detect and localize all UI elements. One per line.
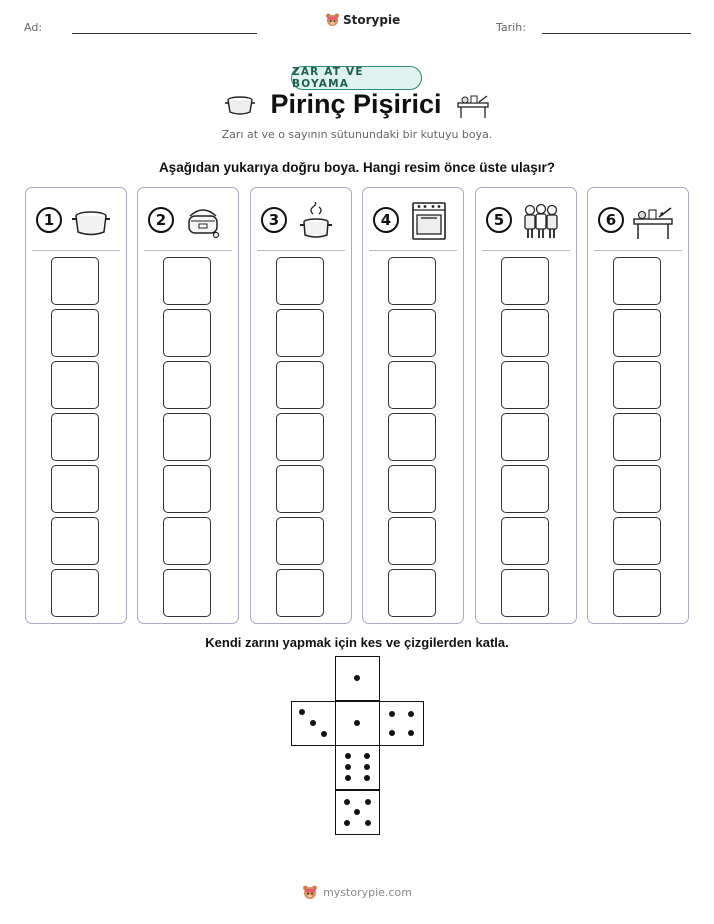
die-pip (345, 753, 351, 759)
color-box[interactable] (501, 569, 549, 617)
bear-logo-icon (302, 884, 318, 900)
die-pip (364, 775, 370, 781)
column-divider (482, 250, 570, 251)
color-box[interactable] (613, 517, 661, 565)
color-box[interactable] (163, 465, 211, 513)
die-pip (354, 809, 360, 815)
column-divider (144, 250, 232, 251)
activity-badge: ZAR AT VE BOYAMA (291, 66, 422, 90)
color-box[interactable] (613, 569, 661, 617)
date-label: Tarih: (496, 21, 526, 34)
die-pip (408, 730, 414, 736)
color-box[interactable] (51, 569, 99, 617)
color-box[interactable] (501, 465, 549, 513)
color-box[interactable] (613, 257, 661, 305)
color-box[interactable] (276, 413, 324, 461)
die-pip (299, 709, 305, 715)
footer-url[interactable]: mystorypie.com (323, 885, 412, 899)
color-box[interactable] (51, 257, 99, 305)
color-box[interactable] (276, 569, 324, 617)
die-pip (354, 720, 360, 726)
color-box[interactable] (613, 413, 661, 461)
column-divider (32, 250, 120, 251)
color-box[interactable] (163, 413, 211, 461)
color-box[interactable] (388, 413, 436, 461)
bear-logo-icon (325, 12, 340, 27)
color-box[interactable] (276, 465, 324, 513)
die-pip (389, 730, 395, 736)
color-box[interactable] (163, 257, 211, 305)
die-face (335, 656, 380, 701)
rice-cooker-icon (182, 202, 224, 240)
die-face (379, 701, 424, 746)
color-box[interactable] (163, 309, 211, 357)
die-pip (310, 720, 316, 726)
die-pip (408, 711, 414, 717)
pot-icon (70, 202, 112, 240)
color-box[interactable] (388, 465, 436, 513)
color-box[interactable] (276, 309, 324, 357)
color-box[interactable] (388, 257, 436, 305)
color-box[interactable] (51, 361, 99, 409)
die-pip (389, 711, 395, 717)
column-header (36, 202, 116, 238)
footer (0, 884, 714, 900)
column-5 (475, 187, 577, 624)
color-box[interactable] (501, 413, 549, 461)
page-title: Pirinç Pişirici (270, 89, 442, 119)
color-box[interactable] (501, 309, 549, 357)
color-box[interactable] (501, 361, 549, 409)
column-header (598, 202, 678, 238)
color-box[interactable] (163, 569, 211, 617)
coloring-instruction: Aşağıdan yukarıya doğru boya. Hangi resim önce üste ulaşır? (158, 160, 556, 175)
family-icon (520, 202, 562, 240)
column-3 (250, 187, 352, 624)
color-box[interactable] (613, 309, 661, 357)
title-row (0, 89, 714, 120)
die-face (335, 790, 380, 835)
die-face (335, 701, 380, 746)
column-header (486, 202, 566, 238)
die-pip (364, 753, 370, 759)
color-box[interactable] (501, 517, 549, 565)
stove-icon (407, 202, 449, 240)
column-number: 2 (148, 207, 174, 233)
color-box[interactable] (51, 465, 99, 513)
steaming-pot-icon (295, 202, 337, 240)
color-box[interactable] (276, 517, 324, 565)
color-box[interactable] (501, 257, 549, 305)
fold-instruction: Kendi zarını yapmak için kes ve çizgilerden katla. (205, 635, 509, 650)
color-box[interactable] (388, 309, 436, 357)
name-line[interactable] (72, 33, 257, 34)
name-label: Ad: (24, 21, 43, 34)
column-divider (594, 250, 682, 251)
color-box[interactable] (276, 257, 324, 305)
brand-logo (325, 12, 400, 27)
column-number: 5 (486, 207, 512, 233)
brand-name: Storypie (343, 12, 401, 27)
die-pip (344, 799, 350, 805)
column-divider (257, 250, 345, 251)
column-number: 4 (373, 207, 399, 233)
color-box[interactable] (51, 517, 99, 565)
column-number: 1 (36, 207, 62, 233)
die-face (335, 745, 380, 790)
column-4 (362, 187, 464, 624)
date-line[interactable] (542, 33, 691, 34)
die-pip (321, 731, 327, 737)
column-header (261, 202, 341, 238)
column-header (373, 202, 453, 238)
column-number: 6 (598, 207, 624, 233)
die-pip (365, 799, 371, 805)
column-divider (369, 250, 457, 251)
color-box[interactable] (388, 569, 436, 617)
kitchen-counter-icon (456, 91, 490, 119)
die-pip (364, 764, 370, 770)
color-box[interactable] (51, 413, 99, 461)
column-1 (25, 187, 127, 624)
column-2 (137, 187, 239, 624)
column-number: 3 (261, 207, 287, 233)
die-face (291, 701, 336, 746)
column-6 (587, 187, 689, 624)
color-box[interactable] (163, 517, 211, 565)
color-box[interactable] (613, 361, 661, 409)
color-box[interactable] (388, 517, 436, 565)
die-pip (345, 764, 351, 770)
column-header (148, 202, 228, 238)
kitchen-counter-icon (632, 202, 674, 240)
subtitle: Zarı at ve o sayının sütunundaki bir kutuyu boya. (221, 128, 493, 141)
die-pip (344, 820, 350, 826)
color-box[interactable] (388, 361, 436, 409)
die-pip (365, 820, 371, 826)
color-box[interactable] (613, 465, 661, 513)
color-box[interactable] (276, 361, 324, 409)
pot-icon (224, 92, 256, 118)
die-pip (354, 675, 360, 681)
color-box[interactable] (163, 361, 211, 409)
color-box[interactable] (51, 309, 99, 357)
die-pip (345, 775, 351, 781)
